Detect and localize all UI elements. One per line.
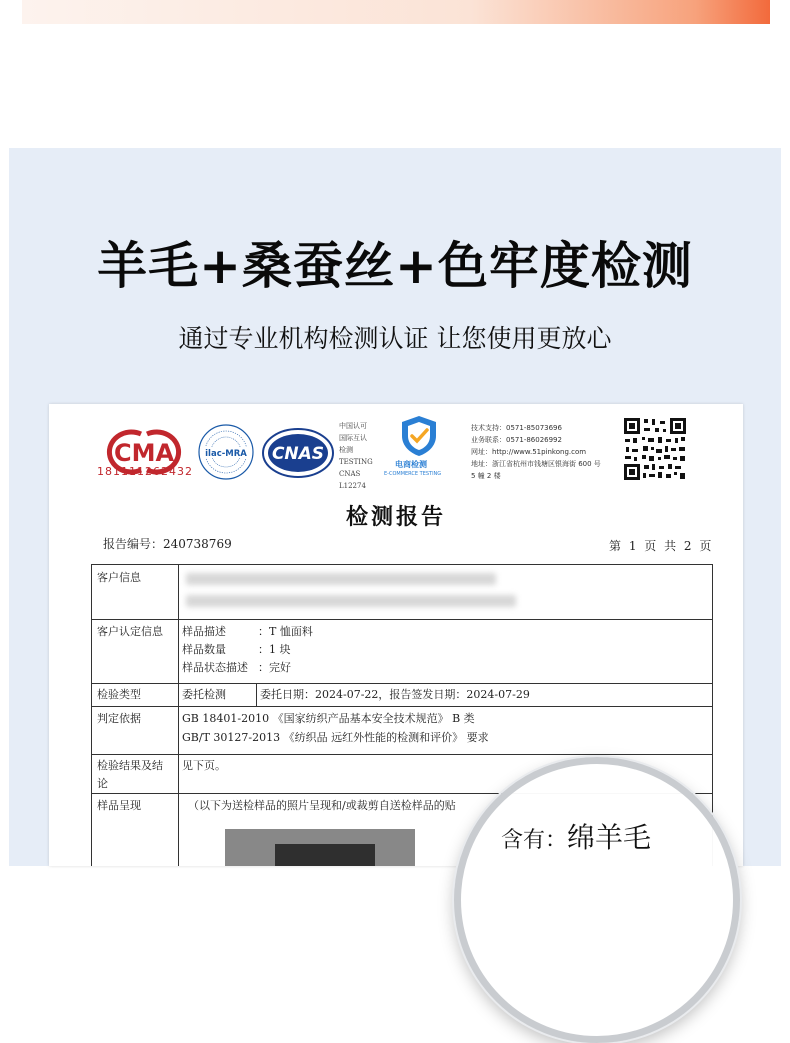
report-title: 检测报告 — [345, 504, 446, 530]
inspection-dates: 委托日期：2024-07-22，报告签发日期：2024-07-29 — [260, 688, 530, 701]
page-indicator: 第 1 页 共 2 页 — [609, 539, 714, 553]
magnifier-prefix: 含有： — [501, 828, 568, 853]
sample-desc-label: 样品描述 — [182, 625, 226, 638]
ecommerce-testing-en: E-COMMERCE TESTING — [384, 471, 442, 477]
section-subheadline: 通过专业机构检测认证 让您使用更放心 — [178, 324, 612, 353]
client-confirm-label: 客户认定信息 — [97, 625, 163, 638]
client-info-label: 客户信息 — [97, 571, 141, 584]
sample-qty-value: ：1 块 — [258, 643, 291, 656]
section-headline: 羊毛+桑蚕丝+色牢度检测 — [97, 237, 693, 295]
report-number: 报告编号：240738769 — [103, 537, 232, 551]
magnifier-caption — [501, 816, 651, 856]
result-label-line1: 检验结果及结 — [97, 759, 163, 772]
inspection-type-value: 委托检测 — [182, 688, 226, 701]
client-address-redacted — [186, 595, 516, 607]
cma-number: 181111262432 — [97, 465, 193, 478]
sample-show-label: 样品呈现 — [97, 799, 141, 812]
sample-state-label: 样品状态描述 — [182, 661, 248, 674]
svg-text:CMA: CMA — [113, 439, 175, 467]
result-value: 见下页。 — [182, 759, 226, 772]
cnas-logo — [262, 428, 334, 478]
ecommerce-testing-shield-icon — [399, 414, 439, 458]
client-info-redacted — [186, 573, 496, 585]
cnas-accreditation-text: 中国认可 国际互认 检测 TESTING CNAS L12274 — [339, 422, 373, 490]
magnifier-lens — [454, 757, 740, 1043]
qr-code[interactable] — [622, 416, 688, 482]
ecommerce-testing-label: 电商检测 — [395, 460, 427, 469]
sample-desc-value: ：T 恤面料 — [258, 625, 313, 638]
top-banner — [22, 0, 770, 24]
svg-text:CNAS: CNAS — [271, 444, 325, 464]
svg-text:ilac-MRA: ilac-MRA — [205, 449, 247, 459]
judgment-basis-2: GB/T 30127-2013 《纺织品 远红外性能的检测和评价》 要求 — [182, 731, 489, 744]
sample-state-value: ：完好 — [258, 661, 291, 674]
inspection-type-label: 检验类型 — [97, 688, 141, 701]
ilac-mra-logo — [198, 424, 254, 480]
sample-qty-label: 样品数量 — [182, 643, 226, 656]
judgment-basis-label: 判定依据 — [97, 712, 141, 725]
result-label-line2: 论 — [97, 777, 108, 790]
sample-photo-fabric — [275, 844, 375, 866]
sample-show-value: （以下为送检样品的照片呈现和/或裁剪自送检样品的贴 — [188, 799, 456, 812]
lab-contact-info: 技术支持：0571-85073696 业务联系：0571-86026992 网址：http://www.51pinkong.com 地址：浙江省杭州市钱塘区银海街 600 号 5 幢 2 楼 — [471, 424, 601, 480]
magnifier-value: 绵羊毛 — [567, 821, 652, 854]
judgment-basis-1: GB 18401-2010 《国家纺织产品基本安全技术规范》 B 类 — [182, 712, 475, 725]
